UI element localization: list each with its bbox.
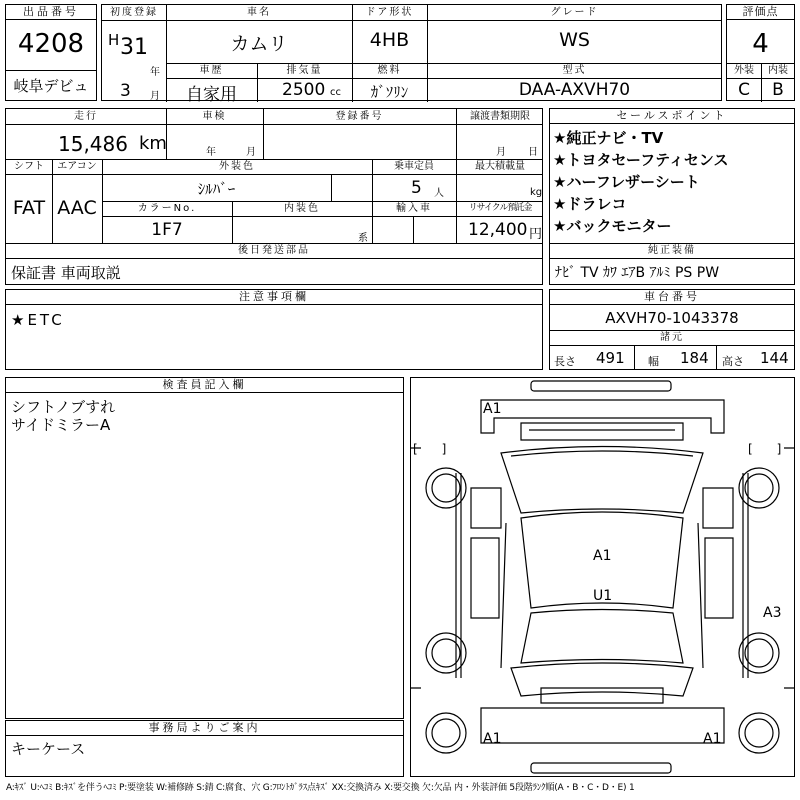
sales-point-item: ★ドラレコ [553,195,627,213]
inspection-label: 車検 [202,111,227,122]
int-color-label: 内装色 [284,203,320,214]
bracket-left: [ ] [413,442,447,456]
int-color-unit: 系 [358,233,368,244]
car-outline-svg [411,378,794,776]
fuel-value: ｶﾞｿﾘﾝ [370,83,409,101]
grade-value: WS [559,29,590,51]
transfer-month-unit: 月 [496,147,506,158]
legend-text: A:ｷｽﾞ U:ﾍｺﾐ B:ｷｽﾞを伴うﾍｺﾐ P:要塗装 W:補修跡 S:錆 C:腐食、穴 G:ﾌﾛﾝﾄｶﾞﾗｽ点ｷｽﾞ XX:交換済み X:要交換 欠:欠品 内・外装評価 5段階ﾗﾝｸ順(A・B・C・D・E) 1 [6,783,635,793]
sales-point-item: ★トヨタセーフティセンス [553,151,729,169]
office-box [5,720,404,777]
height-label: 高さ [722,355,744,368]
office-label: 事務局よりご案内 [6,721,403,736]
details-box [5,108,543,285]
car-diagram [410,377,795,777]
score-value: 4 [752,29,769,59]
import-label: 輸入車 [396,203,432,214]
transfer-deadline-label: 譲渡書類期限 [470,111,530,122]
score-label: 評価点 [727,5,794,20]
sales-point-item: ★バックモニター [553,217,672,235]
capacity-value: 5 [411,178,422,198]
car-name-value: カムリ [230,33,288,55]
max-load-label: 最大積載量 [475,161,525,172]
exterior-grade-label: 外装 [734,65,754,76]
dimensions-label: 諸元 [660,332,684,343]
interior-grade-label: 内装 [768,65,788,76]
auction-site: 岐阜デビュ [13,77,89,95]
lot-number: 4208 [17,29,85,59]
width-label: 幅 [648,355,659,368]
bracket-right: [ ] [748,442,782,456]
recycle-unit: 円 [529,227,543,242]
first-reg-year: 31 [120,35,148,60]
mileage-unit: km [139,133,167,154]
later-parts-value: 保証書 車両取説 [11,264,121,282]
first-reg-era: H [108,31,120,49]
mark-rear-left: A1 [483,731,502,747]
sales-points-list [553,127,728,237]
max-load-unit: kg [530,187,543,198]
lot-box [5,4,97,101]
first-reg-month: 3 [120,81,131,101]
inspector-box [5,377,404,719]
ext-color-label: 外装色 [219,161,255,172]
exterior-grade-value: C [738,80,750,100]
inspection-month-unit: 月 [246,147,256,158]
ext-color-value: ｼﾙﾊﾞｰ [197,180,236,198]
color-no-label: カラーNo. [137,203,197,214]
vehicle-info-box [101,4,722,105]
interior-grade-value: B [772,80,784,100]
score-box [726,4,795,101]
fuel-label: 燃料 [377,65,402,76]
displacement-unit: cc [330,87,341,98]
mark-right-side: A3 [763,605,782,621]
inspector-line: サイドミラーA [11,416,111,434]
lot-label: 出品番号 [6,5,96,20]
chassis-label: 車台番号 [550,290,794,305]
sales-points-box [549,108,795,285]
capacity-unit: 人 [434,188,444,199]
first-reg-label: 初度登録 [110,7,158,18]
reg-number-label: 登録番号 [335,111,384,122]
mark-rear-right: A1 [703,731,722,747]
recycle-label: リサイクル預託金 [468,203,532,213]
grade-label: グレード [550,7,599,18]
chassis-box [549,289,795,370]
color-no-value: 1F7 [151,220,183,240]
mark-roof: U1 [593,588,613,604]
sales-points-label: セールスポイント [550,109,794,124]
shift-value: FAT [12,197,46,219]
history-value: 自家用 [186,85,237,105]
recycle-value: 12,400 [468,220,528,240]
door-value: 4HB [369,29,410,51]
first-reg-month-unit: 月 [150,91,160,102]
mileage-label: 走行 [74,111,98,122]
inspector-label: 検査員記入欄 [6,378,403,393]
transfer-day-unit: 日 [528,147,538,158]
sales-point-item: ★純正ナビ・TV [553,129,664,147]
inspector-line: シフトノブすれ [11,398,116,416]
history-label: 車歴 [199,65,224,76]
notes-box [5,289,543,370]
mark-hood: A1 [593,548,612,564]
aircon-value: AAC [57,197,97,219]
later-parts-label: 後日発送部品 [238,245,310,256]
mark-front-left: A1 [483,401,502,417]
standard-equipment-label: 純正装備 [648,245,696,256]
inspection-year-unit: 年 [206,147,216,158]
displacement-label: 排気量 [286,65,323,76]
notes-label: 注意事項欄 [6,290,542,305]
shift-label: シフト [14,161,44,172]
length-label: 長さ [554,355,576,368]
sales-point-item: ★ハーフレザーシート [553,173,700,191]
displacement-value: 2500 [282,80,326,100]
standard-equipment-value: ﾅﾋﾞ TV ｶﾜ ｴｱB ｱﾙﾐ PS PW [555,265,720,281]
capacity-label: 乗車定員 [394,161,434,172]
model-value: DAA-AXVH70 [518,80,631,100]
notes-value: ★ETC [11,311,65,329]
aircon-label: エアコン [57,161,97,172]
chassis-value: AXVH70-1043378 [605,309,739,327]
office-value: キーケース [11,740,86,758]
mileage-value: 15,486 [58,132,128,156]
door-label: ドア形状 [365,7,414,18]
length-value: 491 [596,349,625,367]
model-label: 型式 [562,65,587,76]
car-name-label: 車名 [247,7,271,18]
first-reg-year-unit: 年 [150,67,160,78]
height-value: 144 [760,349,789,367]
width-value: 184 [680,349,709,367]
